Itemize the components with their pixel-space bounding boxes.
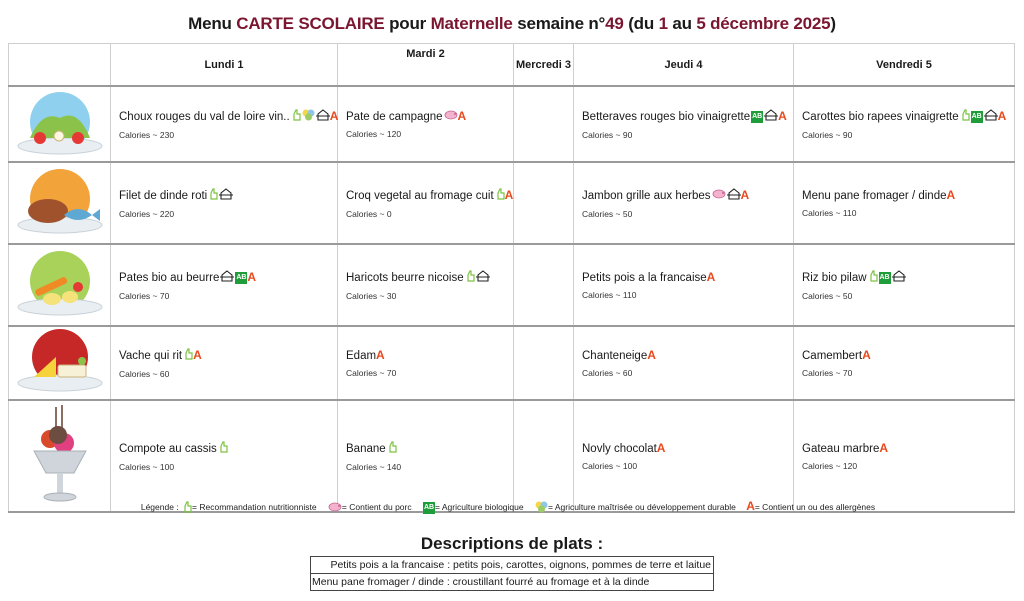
dish-name: [346, 109, 505, 124]
header-row: [9, 44, 1015, 87]
fait-maison-icon: [220, 270, 234, 286]
menu-table: [8, 43, 1015, 513]
calories: Calories ~ 30: [346, 290, 397, 301]
menu-cell: [111, 400, 338, 512]
menu-row-entree: [9, 86, 1015, 162]
menu-row-fromage: [9, 326, 1015, 400]
fait-maison-icon: [476, 270, 490, 286]
category-image-fromage: [9, 326, 111, 400]
sustainable-icon: [535, 501, 548, 515]
dish-name: [346, 441, 505, 457]
dish-label: Pate de campagne: [346, 110, 443, 123]
menu-cell: [111, 326, 338, 400]
fait-maison-icon: [764, 109, 778, 125]
organic-icon: AB: [423, 502, 435, 514]
header-corner: [9, 44, 111, 87]
menu-cell: [574, 244, 794, 326]
calories: Calories ~ 70: [119, 290, 170, 301]
allergen-icon: A: [862, 348, 871, 362]
category-image-accompagnement: [9, 244, 111, 326]
calories: Calories ~ 70: [802, 368, 853, 378]
dish-label: Vache qui rit: [119, 349, 183, 362]
category-image-dessert: [9, 400, 111, 512]
allergen-icon: A: [656, 441, 666, 455]
fait-maison-icon: [316, 109, 330, 125]
allergen-icon: A: [504, 187, 514, 202]
allergen-icon: A: [247, 269, 257, 284]
allergen-icon: A: [193, 347, 202, 362]
dish-name: [582, 270, 785, 285]
calories: Calories ~ 50: [802, 290, 853, 301]
category-image-plat: [9, 162, 111, 244]
dish-name: [802, 441, 1006, 456]
menu-cell: [794, 162, 1015, 244]
organic-icon: AB: [879, 272, 891, 284]
calories: Calories ~ 110: [802, 208, 857, 218]
fait-maison-icon: [984, 109, 998, 125]
allergen-icon: A: [879, 441, 889, 455]
calories: Calories ~ 140: [346, 461, 402, 472]
dish-name: [802, 109, 1006, 125]
dish-name: [119, 108, 339, 125]
dish-label: Chanteneige: [582, 350, 648, 362]
menu-cell: [514, 400, 574, 512]
nutrition-icon: [960, 109, 970, 125]
calories: Calories ~ 100: [119, 461, 175, 472]
dish-name: [119, 441, 329, 457]
menu-cell: [574, 162, 794, 244]
day-header: Mercredi 3: [514, 44, 574, 87]
fait-maison-icon: [727, 188, 741, 204]
allergen-icon: A: [376, 348, 385, 362]
calories: Calories ~ 0: [346, 208, 392, 219]
allergen-icon: A: [706, 270, 716, 284]
dish-label: Pates bio au beurre: [119, 271, 220, 284]
dish-label: Carottes bio rapees vinaigrette: [802, 110, 959, 123]
menu-row-plat: [9, 162, 1015, 244]
menu-cell: [574, 400, 794, 512]
page-title: Menu CARTE SCOLAIRE pour Maternelle semaine n°49 (du 1 au 5 décembre 2025): [188, 14, 836, 33]
menu-cell: [338, 244, 514, 326]
description-item: Menu pane fromager / dinde : croustillant fourré au fromage et à la dinde: [312, 576, 650, 588]
dish-label: Gateau marbre: [802, 443, 880, 455]
dish-name: [582, 188, 785, 204]
organic-icon: AB: [751, 111, 763, 123]
menu-cell: [514, 86, 574, 162]
allergen-icon: A: [946, 188, 956, 202]
sustainable-icon: [302, 109, 315, 125]
calories: Calories ~ 90: [802, 129, 853, 140]
day-header: Jeudi 4: [574, 44, 794, 87]
allergen-icon: A: [647, 348, 656, 362]
calories: Calories ~ 50: [582, 208, 633, 219]
legend: Légende : = Recommandation nutritionniste = Contient du porc AB= Agriculture biologique = Agriculture maîtrisée ou développement durable A= Contient un ou des allergènes: [140, 499, 876, 513]
nutrition-icon: [183, 348, 193, 364]
dish-label: Compote au cassis: [119, 442, 217, 455]
pork-icon: [328, 501, 342, 514]
dish-name: [802, 270, 1006, 286]
dish-label: Riz bio pilaw: [802, 271, 867, 284]
legend-label: Légende :: [140, 502, 179, 512]
dish-label: Betteraves rouges bio vinaigrette: [582, 110, 751, 123]
fait-maison-icon: [892, 270, 906, 286]
dish-name: [346, 270, 505, 286]
dish-label: Haricots beurre nicoise: [346, 271, 464, 284]
nutrition-icon: [218, 441, 228, 457]
dish-name: [346, 187, 514, 204]
menu-cell: [574, 326, 794, 400]
calories: Calories ~ 110: [582, 290, 637, 300]
dish-label: Menu pane fromager / dinde: [802, 190, 947, 202]
calories: Calories ~ 220: [119, 208, 175, 219]
calories: Calories ~ 120: [346, 129, 402, 140]
dish-label: Novly chocolat: [582, 443, 657, 455]
nutrition-icon: [495, 188, 505, 204]
menu-cell: [338, 162, 514, 244]
menu-cell: [338, 326, 514, 400]
menu-cell: [338, 86, 514, 162]
menu-cell: [514, 162, 574, 244]
pork-icon: [444, 109, 458, 124]
menu-cell: [111, 86, 338, 162]
calories: Calories ~ 60: [582, 368, 633, 378]
dish-name: [119, 348, 329, 364]
menu-row-dessert: [9, 400, 1015, 512]
dish-name: [582, 109, 785, 125]
allergen-icon: A: [457, 108, 467, 123]
nutrition-icon: [208, 188, 218, 204]
menu-cell: [574, 86, 794, 162]
nutrition-icon: [868, 270, 878, 286]
allergen-icon: A: [746, 499, 755, 513]
day-header: Lundi 1: [111, 44, 338, 87]
calories: Calories ~ 90: [582, 129, 633, 140]
category-image-entree: [9, 86, 111, 162]
dish-name: [582, 348, 785, 363]
organic-icon: AB: [235, 272, 247, 284]
menu-cell: [514, 244, 574, 326]
dish-name: [582, 441, 785, 456]
nutrition-icon: [465, 270, 475, 286]
dish-label: Banane: [346, 442, 386, 455]
dish-name: [119, 270, 329, 286]
descriptions-box: [310, 556, 714, 591]
calories: Calories ~ 100: [582, 461, 638, 471]
calories: Calories ~ 60: [119, 368, 170, 379]
fait-maison-icon: [219, 188, 233, 204]
allergen-icon: A: [740, 187, 750, 202]
dish-label: Camembert: [802, 350, 863, 362]
allergen-icon: A: [778, 108, 787, 123]
dish-label: Filet de dinde roti: [119, 189, 208, 202]
dish-label: Edam: [346, 350, 377, 362]
dish-name: [119, 188, 329, 204]
nutrition-icon: [291, 109, 301, 125]
menu-cell: [111, 162, 338, 244]
pork-icon: [712, 188, 726, 203]
menu-cell: [514, 326, 574, 400]
dish-name: [802, 348, 1006, 363]
calories: Calories ~ 70: [346, 368, 397, 378]
dish-label: Jambon grille aux herbes: [582, 189, 711, 202]
descriptions-title: Descriptions de plats :: [420, 534, 604, 553]
calories: Calories ~ 230: [119, 129, 175, 140]
dish-label: Choux rouges du val de loire vin..: [119, 110, 290, 123]
nutrition-icon: [182, 501, 192, 515]
dish-name: [346, 348, 505, 363]
calories: Calories ~ 120: [802, 461, 858, 471]
allergen-icon: A: [329, 108, 339, 123]
dish-label: Croq vegetal au fromage cuit: [346, 189, 494, 202]
menu-cell: [794, 86, 1015, 162]
organic-icon: AB: [971, 111, 983, 123]
description-item: Petits pois a la francaise : petits pois, carottes, oignons, pommes de terre et laitue: [311, 557, 713, 574]
menu-row-accompagnement: [9, 244, 1015, 326]
dish-label: Petits pois a la francaise: [582, 272, 707, 284]
menu-cell: [794, 244, 1015, 326]
menu-cell: [794, 326, 1015, 400]
dish-name: [802, 188, 1006, 203]
menu-cell: [338, 400, 514, 512]
nutrition-icon: [387, 441, 397, 457]
menu-cell: [111, 244, 338, 326]
day-header: Vendredi 5: [794, 44, 1015, 87]
day-header: Mardi 2: [338, 44, 514, 87]
menu-cell: [794, 400, 1015, 512]
allergen-icon: A: [997, 108, 1007, 123]
